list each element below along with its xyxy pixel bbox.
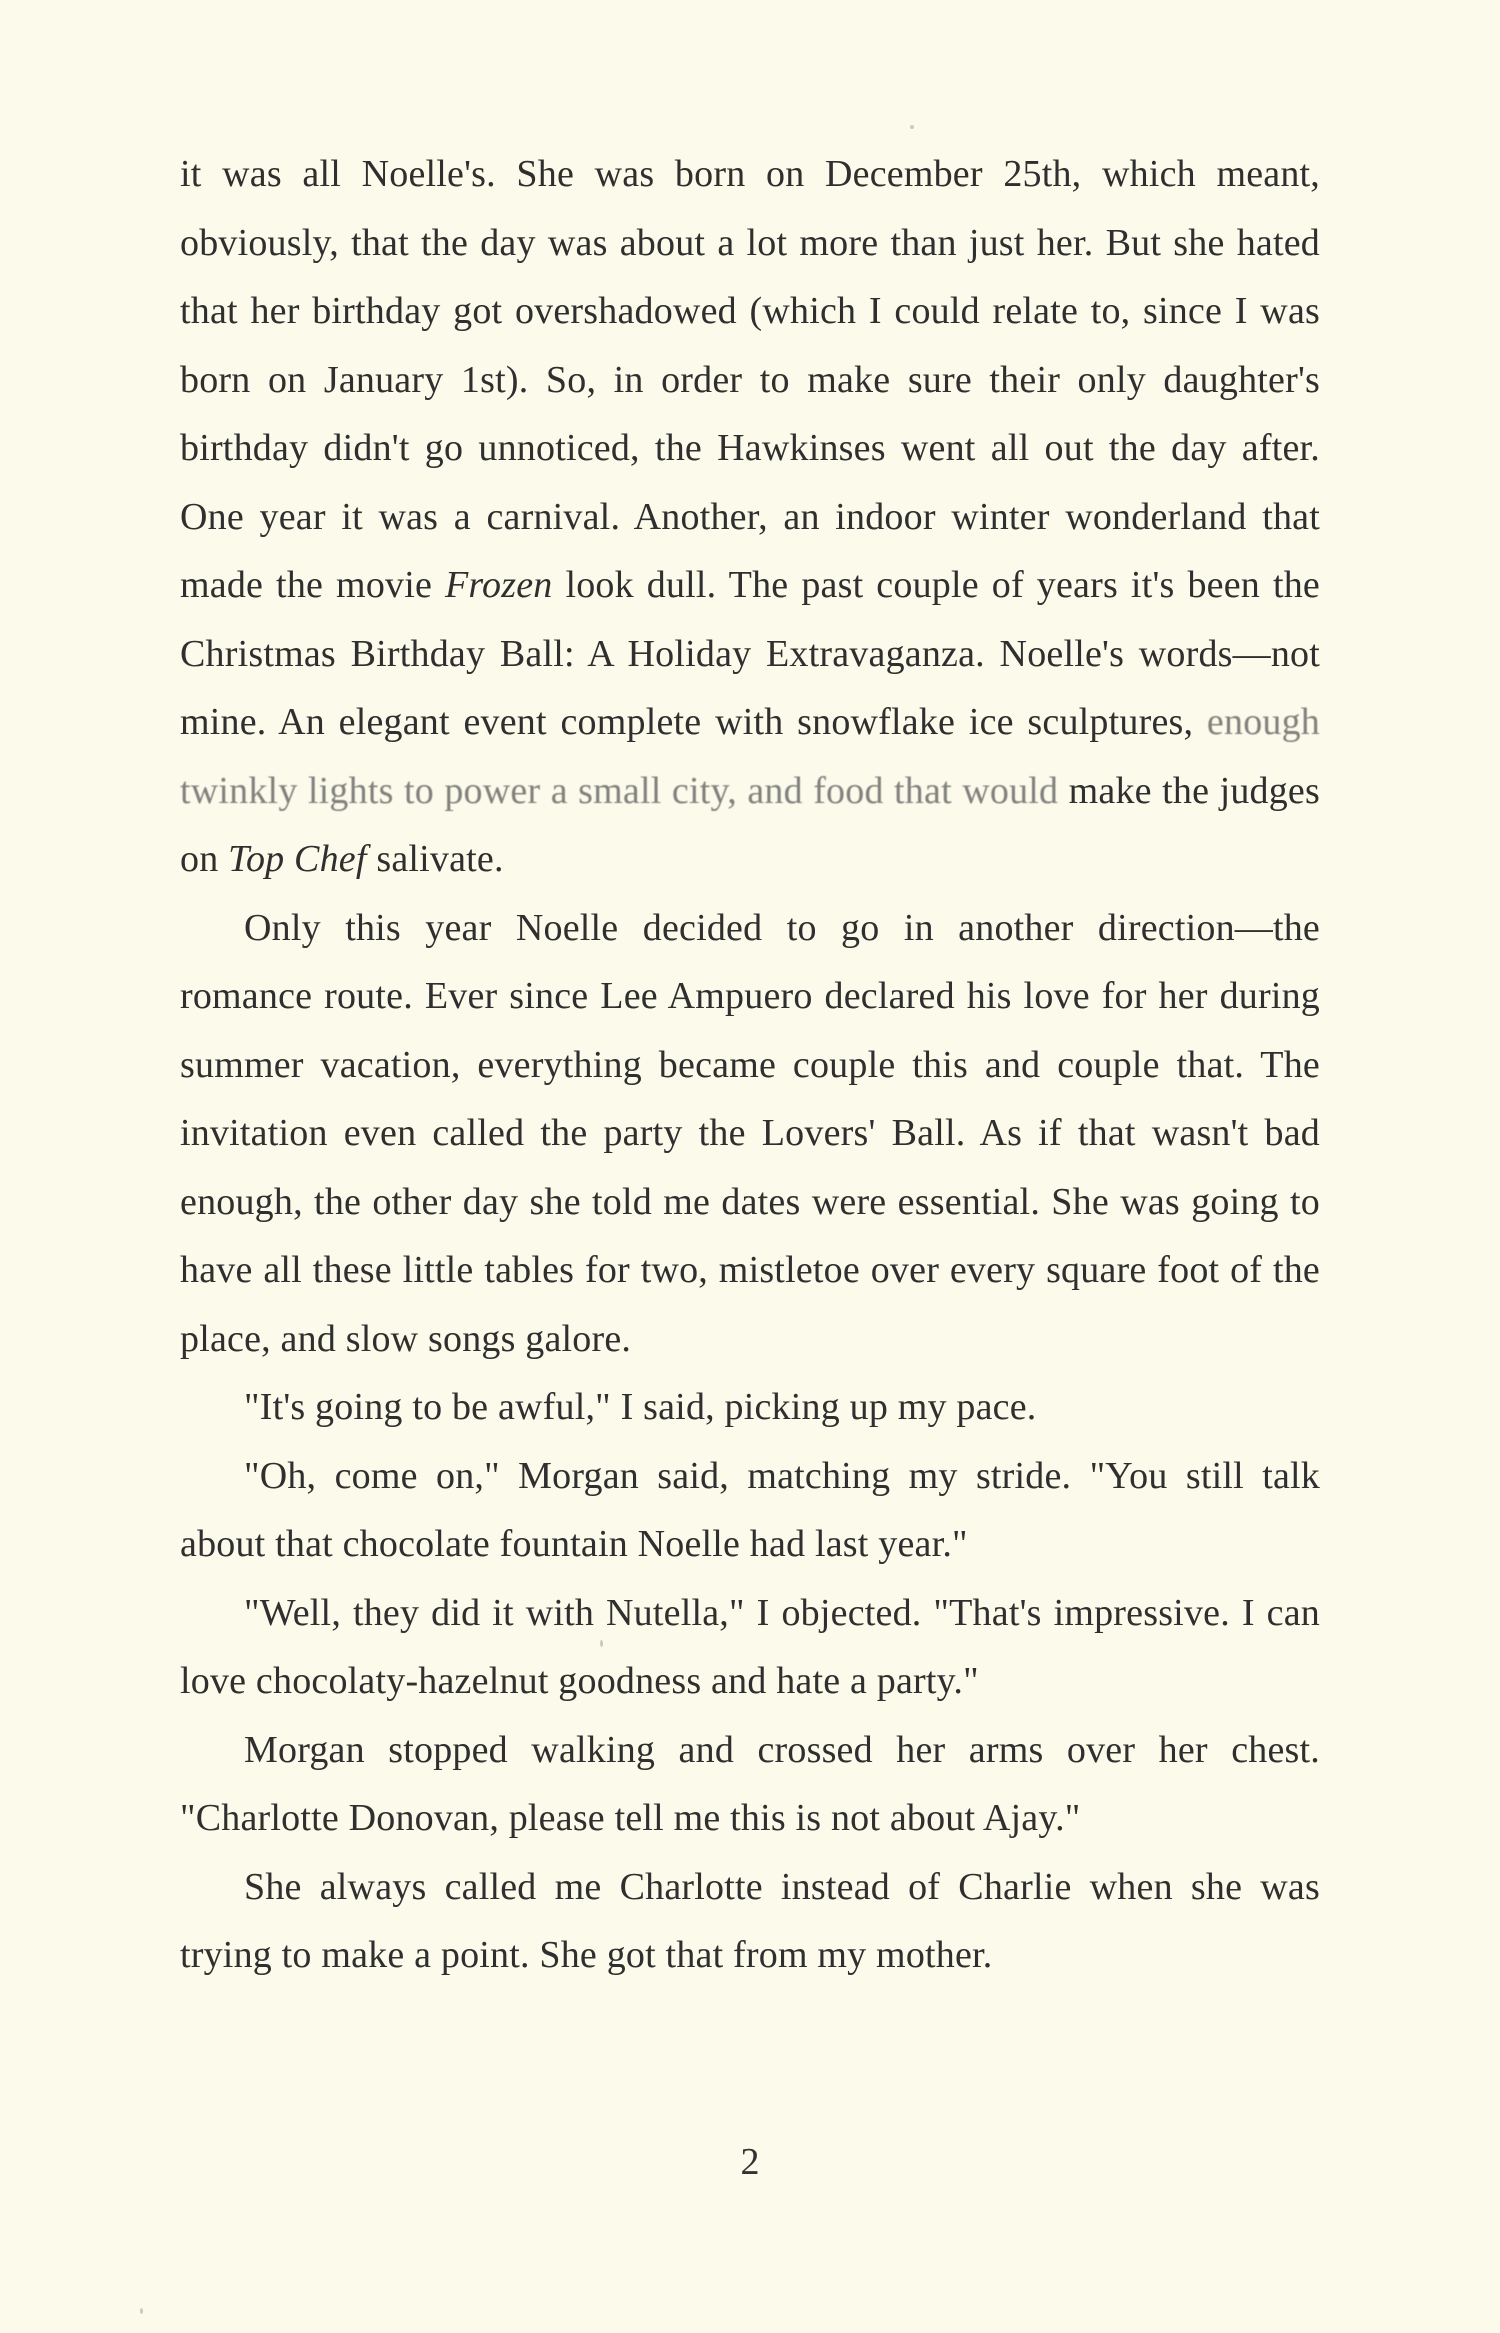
paragraph-3-text: "It's going to be awful," I said, picking up my pace.	[244, 1386, 1037, 1428]
paragraph-7	[180, 1853, 1320, 1990]
paragraph-1-segment-1: it was all Noelle's. She was born on December 25th, which meant, obviously, that the day was about a lot more than just her. But she hated that her birthday got overshadowed (which I could relate to, since I was born on January 1st). So, in order to make sure their only daughter's birthday didn't go unnoticed, the Hawkinses went all out the day after. One year it was a carnival. Another, an indoor winter wonderland that made the movie	[180, 153, 1320, 606]
paragraph-6-text: Morgan stopped walking and crossed her arms over her chest. "Charlotte Donovan, please tell me this is not about Ajay."	[180, 1728, 1320, 1839]
paper-speck	[140, 2308, 143, 2314]
paper-speck	[600, 1640, 603, 1647]
paragraph-7-text: She always called me Charlotte instead of Charlie when she was trying to make a point. She got that from my mother.	[180, 1865, 1320, 1976]
paragraph-1-segment-7: salivate.	[366, 838, 504, 880]
paragraph-5-text: "Well, they did it with Nutella," I objected. "That's impressive. I can love chocolaty-hazelnut goodness and hate a party."	[180, 1591, 1320, 1702]
paragraph-1-segment-5: make the judges on	[180, 769, 1320, 880]
page-number: 2	[740, 2141, 760, 2183]
faded-print-line: enough twinkly lights to power a small city, and food that would	[180, 701, 1320, 812]
paper-speck	[910, 125, 914, 129]
paragraph-2	[180, 894, 1320, 1374]
paragraph-3	[180, 1373, 1320, 1442]
paragraph-1	[180, 140, 1320, 894]
paragraph-6	[180, 1716, 1320, 1853]
paragraph-4	[180, 1442, 1320, 1579]
show-title-top-chef: Top Chef	[228, 838, 367, 880]
paragraph-4-text: "Oh, come on," Morgan said, matching my stride. "You still talk about that chocolate fountain Noelle had last year."	[180, 1454, 1320, 1565]
paragraph-2-text: Only this year Noelle decided to go in another direction—the romance route. Ever since Lee Ampuero declared his love for her during summer vacation, everything became couple this and couple that. The invitation even called the party the Lovers' Ball. As if that wasn't bad enough, the other day she told me dates were essential. She was going to have all these little tables for two, mistletoe over every square foot of the place, and slow songs galore.	[180, 906, 1320, 1360]
paragraph-1-segment-3: look dull. The past couple of years it's been the Christmas Birthday Ball: A Holiday Extravaganza. Noelle's words—not mine. An elegant event complete with snowflake ice sculptures,	[180, 564, 1320, 743]
paragraph-5	[180, 1579, 1320, 1716]
movie-title-frozen: Frozen	[445, 564, 553, 606]
page-body-text	[180, 140, 1320, 1990]
